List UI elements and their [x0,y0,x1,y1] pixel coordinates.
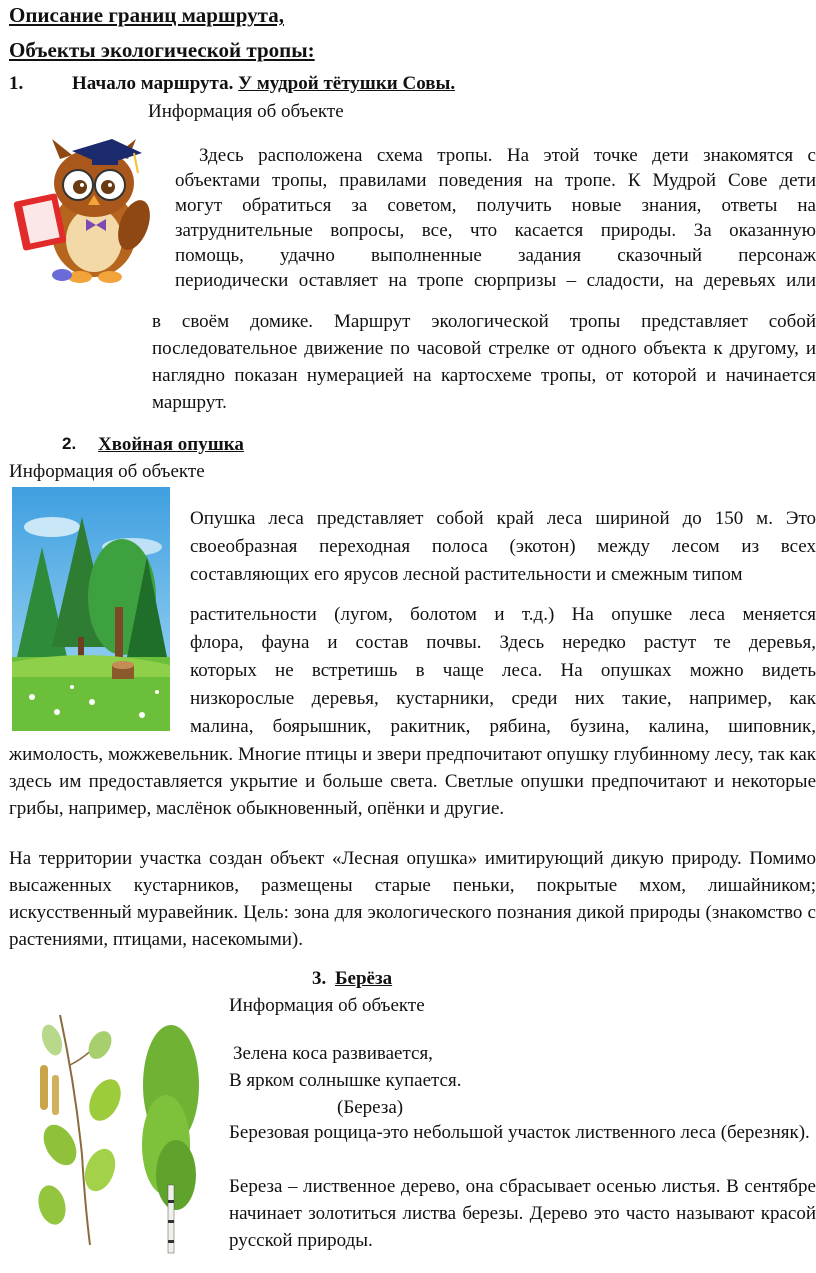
section2-title: Хвойная опушка [98,434,244,455]
forest-illustration [12,487,170,731]
section2-line: которых не встретишь в чаще леса. На опушках можно видеть [190,660,816,681]
section2-info: Информация об объекте [9,461,205,482]
section1-para1 [175,143,816,293]
section2-number: 2. [62,434,77,453]
section3-number: 3. [312,968,327,989]
owl-illustration [12,125,162,290]
section1-para2: в своём домике. Маршрут экологической тропы представляет собой последовательное движение по часовой стрелке от одного объекта к другому, и наглядно показан нумерацией на картосхеме тропы, от которой и начинается маршрут. [152,311,816,413]
section1-info: Информация об объекте [148,101,344,122]
section2-line: низкорослые деревья, кустарники, среди них такие, например, как [190,688,816,709]
section2-para2 [190,601,816,741]
section3-poem3: (Береза) [337,1097,404,1118]
section1-prefix: Начало маршрута. [72,73,239,94]
section2-line: флора, фауна и состав почвы. Здесь нередко растут те деревья, [190,632,816,653]
section3-poem2: В ярком солнышке купается. [229,1070,462,1091]
section3-title: Берёза [335,968,393,989]
section2-para3: На территории участка создан объект «Лесная опушка» имитирующий дикую природу. Помимо высаженных кустарников, размещены старые пеньки, покрытые мхом, лишайником; искусственный муравейник. Цель: зона для экологического познания дикой природы (знакомство с растениями, птицами, насекомыми). [9,848,816,950]
section1-title: У мудрой тётушки Совы. [238,73,456,94]
section1-line: периодически оставляет на тропе сюрпризы – сладости, на деревьях или [175,270,816,291]
section2-line: своеобразная переходная полоса (экотон) между лесом из всех [190,536,816,557]
section2-line: малина, боярышник, ракитник, рябина, бузина, калина, шиповник, [190,716,816,737]
section2-line: Опушка леса представляет собой край леса шириной до 150 м. Это [190,508,816,529]
section3-poem1: Зелена коса развивается, [233,1043,433,1064]
section3-para1: Березовая рощица-это небольшой участок лиственного леса (березняк). [229,1122,810,1143]
section3-info: Информация об объекте [229,995,425,1016]
birch-tree-illustration [140,1005,202,1255]
section1-line: помощь, удачно выполненные задания сказочный персонаж [175,245,816,266]
main-heading-line2: Объекты экологической тропы: [9,38,315,62]
section1-line: могут обратиться за советом, получить новые знания, ответы на [175,195,816,216]
section2-para2-rest: жимолость, можжевельник. Многие птицы и звери предпочитают опушку глубинному лесу, так как здесь им предоставляется укрытие и больше света. Светлые опушки предпочитают и некоторые грибы, например, маслёнок обыкновенный, опёнки и другие. [9,744,816,819]
section1-line: объектами тропы, правилами поведения на тропе. К Мудрой Сове дети [175,170,816,191]
section2-line: составляющих его ярусов лесной растительности и смежным типом [190,564,743,585]
birch-branch-illustration [30,1005,125,1250]
section3-para2: Береза – лиственное дерево, она сбрасывает осенью листья. В сентябре начинает золотиться листва березы. Дерево это часто называют красой русской природы. [229,1176,816,1251]
section2-para1 [190,505,816,589]
main-heading-line1: Описание границ маршрута, [9,3,284,27]
section1-line: затруднительные вопросы, все, что касается природы. За оказанную [175,220,816,241]
section1-heading [72,73,455,95]
section1-line: Здесь расположена схема тропы. На этой точке дети знакомятся с [199,145,816,166]
section2-line: растительности (лугом, болотом и т.д.) На опушке леса меняется [190,604,816,625]
section1-number: 1. [9,73,24,94]
